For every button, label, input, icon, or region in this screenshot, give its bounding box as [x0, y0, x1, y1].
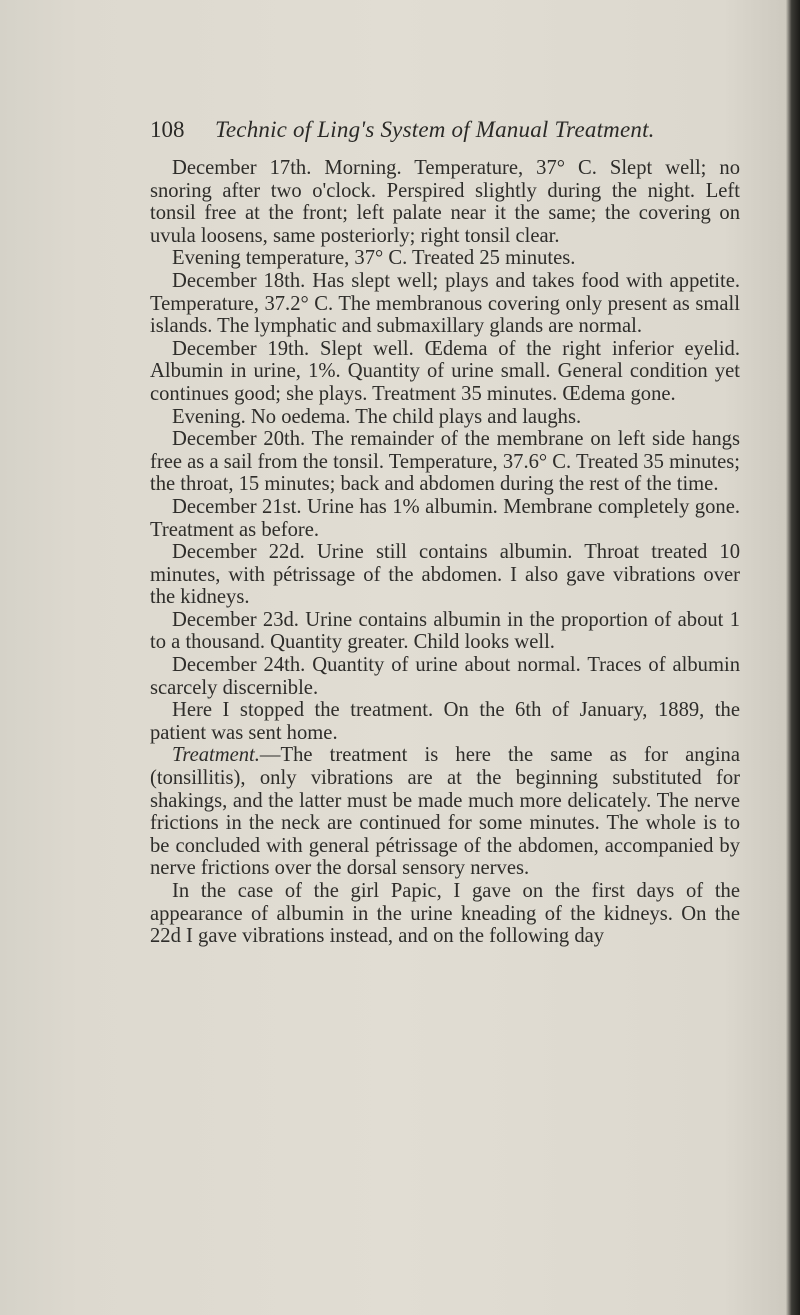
- book-spine-edge: [786, 0, 800, 1315]
- paragraph-dec-24: December 24th. Quantity of urine about normal. Traces of albumin scarcely discernible.: [150, 654, 740, 699]
- page-header: [150, 117, 740, 157]
- page-number: 108: [150, 117, 185, 142]
- running-title: Technic of Ling's System of Manual Treatment.: [215, 117, 655, 142]
- paragraph-dec-19-evening: Evening. No oedema. The child plays and laughs.: [172, 405, 582, 428]
- treatment-text: —The treatment is here the same as for angina (tonsillitis), only vibrations are at the beginning substituted for shakings, and the latter must be made much more delicately. The nerve frictions in the neck are continued for some minutes. The whole is to be concluded with general pétrissage of the abdomen, accompanied by nerve frictions over the dorsal sensory nerves.: [150, 744, 740, 880]
- paragraph-dec-21: December 21st. Urine has 1% albumin. Membrane completely gone. Treatment as before.: [150, 495, 740, 541]
- paragraph-dec-17-evening: Evening temperature, 37° C. Treated 25 minutes.: [172, 247, 576, 270]
- paragraph-dec-23: December 23d. Urine contains albumin in the proportion of about 1 to a thousand. Quantity greater. Child looks well.: [150, 608, 740, 654]
- paragraph-dec-22: December 22d. Urine still contains albumin. Throat treated 10 minutes, with pétrissage of the abdomen. I also gave vibrations over the kidneys.: [150, 541, 740, 609]
- paragraph-papic-case: In the case of the girl Papic, I gave on the first days of the appearance of albumin in the urine kneading of the kidneys. On the 22d I gave vibrations instead, and on the following day: [150, 880, 740, 948]
- body-text: [150, 157, 740, 948]
- paragraph-dec-18: December 18th. Has slept well; plays and takes food with appetite. Temperature, 37.2° C. The membranous covering only present as small islands. The lymphatic and submaxillary glands are normal.: [150, 269, 740, 338]
- treatment-heading: Treatment.: [172, 744, 260, 767]
- paragraph-dec-20: December 20th. The remainder of the membrane on left side hangs free as a sail from the tonsil. Temperature, 37.6° C. Treated 35 minutes; the throat, 15 minutes; back and abdomen during the rest of the time.: [150, 428, 740, 496]
- paragraph-stopped-treatment: Here I stopped the treatment. On the 6th of January, 1889, the patient was sent home.: [150, 699, 740, 744]
- paragraph-treatment: [150, 744, 740, 880]
- paragraph-dec-19: December 19th. Slept well. Œdema of the right inferior eyelid. Albumin in urine, 1%. Quantity of urine small. General condition yet continues good; she plays. Treatment 35 minutes. Œdema gone.: [150, 337, 740, 405]
- paragraph-dec-17-morning: December 17th. Morning. Temperature, 37° C. Slept well; no snoring after two o'clock. Perspired slightly during the night. Left tonsil free at the front; left palate near it the same; the covering on uvula loosens, same posteriorly; right tonsil clear.: [150, 157, 740, 247]
